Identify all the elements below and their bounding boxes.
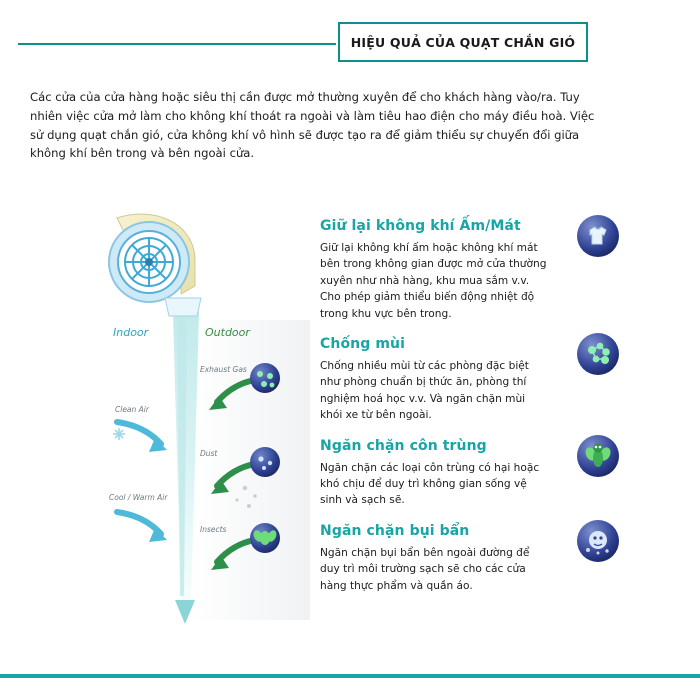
svg-text:Cool / Warm Air: Cool / Warm Air bbox=[109, 493, 168, 502]
footer-divider bbox=[0, 674, 700, 678]
intro-paragraph: Các cửa của cửa hàng hoặc siêu thị cần được mở thường xuyên để cho khách hàng vào/ra. Tuy nhiên việc cửa mở làm cho không khí thoát ra ngoài và làm tiêu hao điện cho máy điều hoà. Việc sử dụng quạt chắn gió, cửa không khí vô hình sẽ được tạo ra để giảm thiểu sự chuyển đổi giữa không khí bên trong và bên ngoài cửa. bbox=[30, 90, 595, 161]
svg-text:Clean Air: Clean Air bbox=[115, 405, 149, 414]
page-title: HIỆU QUẢ CỦA QUẠT CHẮN GIÓ bbox=[350, 34, 576, 50]
feature-item-anti-insect bbox=[320, 438, 620, 509]
header-title-box bbox=[338, 22, 588, 62]
feature-item-anti-odor bbox=[320, 336, 620, 424]
svg-text:Outdoor: Outdoor bbox=[205, 326, 250, 339]
svg-text:Indoor: Indoor bbox=[113, 326, 149, 339]
feature-body: Ngăn chặn bụi bẩn bên ngoài đường để duy trì môi trường sạch sẽ cho các cửa hàng thực phẩm và quần áo. bbox=[320, 546, 530, 592]
feature-body: Chống nhiều mùi từ các phòng đặc biệt như phòng chuẩn bị thức ăn, phòng thí nghiệm hoá học v.v. Và ngăn chặn mùi khói xe từ bên ngoài. bbox=[320, 360, 529, 422]
dust-icon bbox=[576, 519, 620, 563]
svg-text:Dust: Dust bbox=[200, 449, 218, 458]
feature-list bbox=[320, 218, 620, 608]
feature-body: Giữ lại không khí ấm hoặc không khí mát bên trong không gian được mở cửa thường xuyên như nhà hàng, khu mua sắm v.v. Cho phép giảm thiểu biến động nhiệt độ trong khu vực bên trong. bbox=[320, 242, 547, 320]
header bbox=[0, 22, 700, 64]
feature-item-keep-air bbox=[320, 218, 620, 322]
feature-title: Ngăn chặn bụi bẩn bbox=[320, 522, 470, 539]
svg-text:Exhaust Gas: Exhaust Gas bbox=[200, 365, 247, 374]
feature-title: Giữ lại không khí Ấm/Mát bbox=[320, 218, 521, 234]
feature-title: Ngăn chặn côn trùng bbox=[320, 437, 487, 454]
air-curtain-diagram bbox=[95, 200, 310, 640]
feature-item-anti-dust bbox=[320, 523, 620, 594]
molecule-icon bbox=[576, 332, 620, 376]
header-divider bbox=[18, 43, 336, 45]
svg-text:Insects: Insects bbox=[200, 525, 227, 534]
feature-body: Ngăn chặn các loại côn trùng có hại hoặc khó chịu để duy trì không gian sống vệ sinh và sạch sẽ. bbox=[320, 461, 540, 507]
feature-title: Chống mùi bbox=[320, 336, 405, 353]
insect-icon bbox=[576, 434, 620, 478]
shirt-icon bbox=[576, 214, 620, 258]
